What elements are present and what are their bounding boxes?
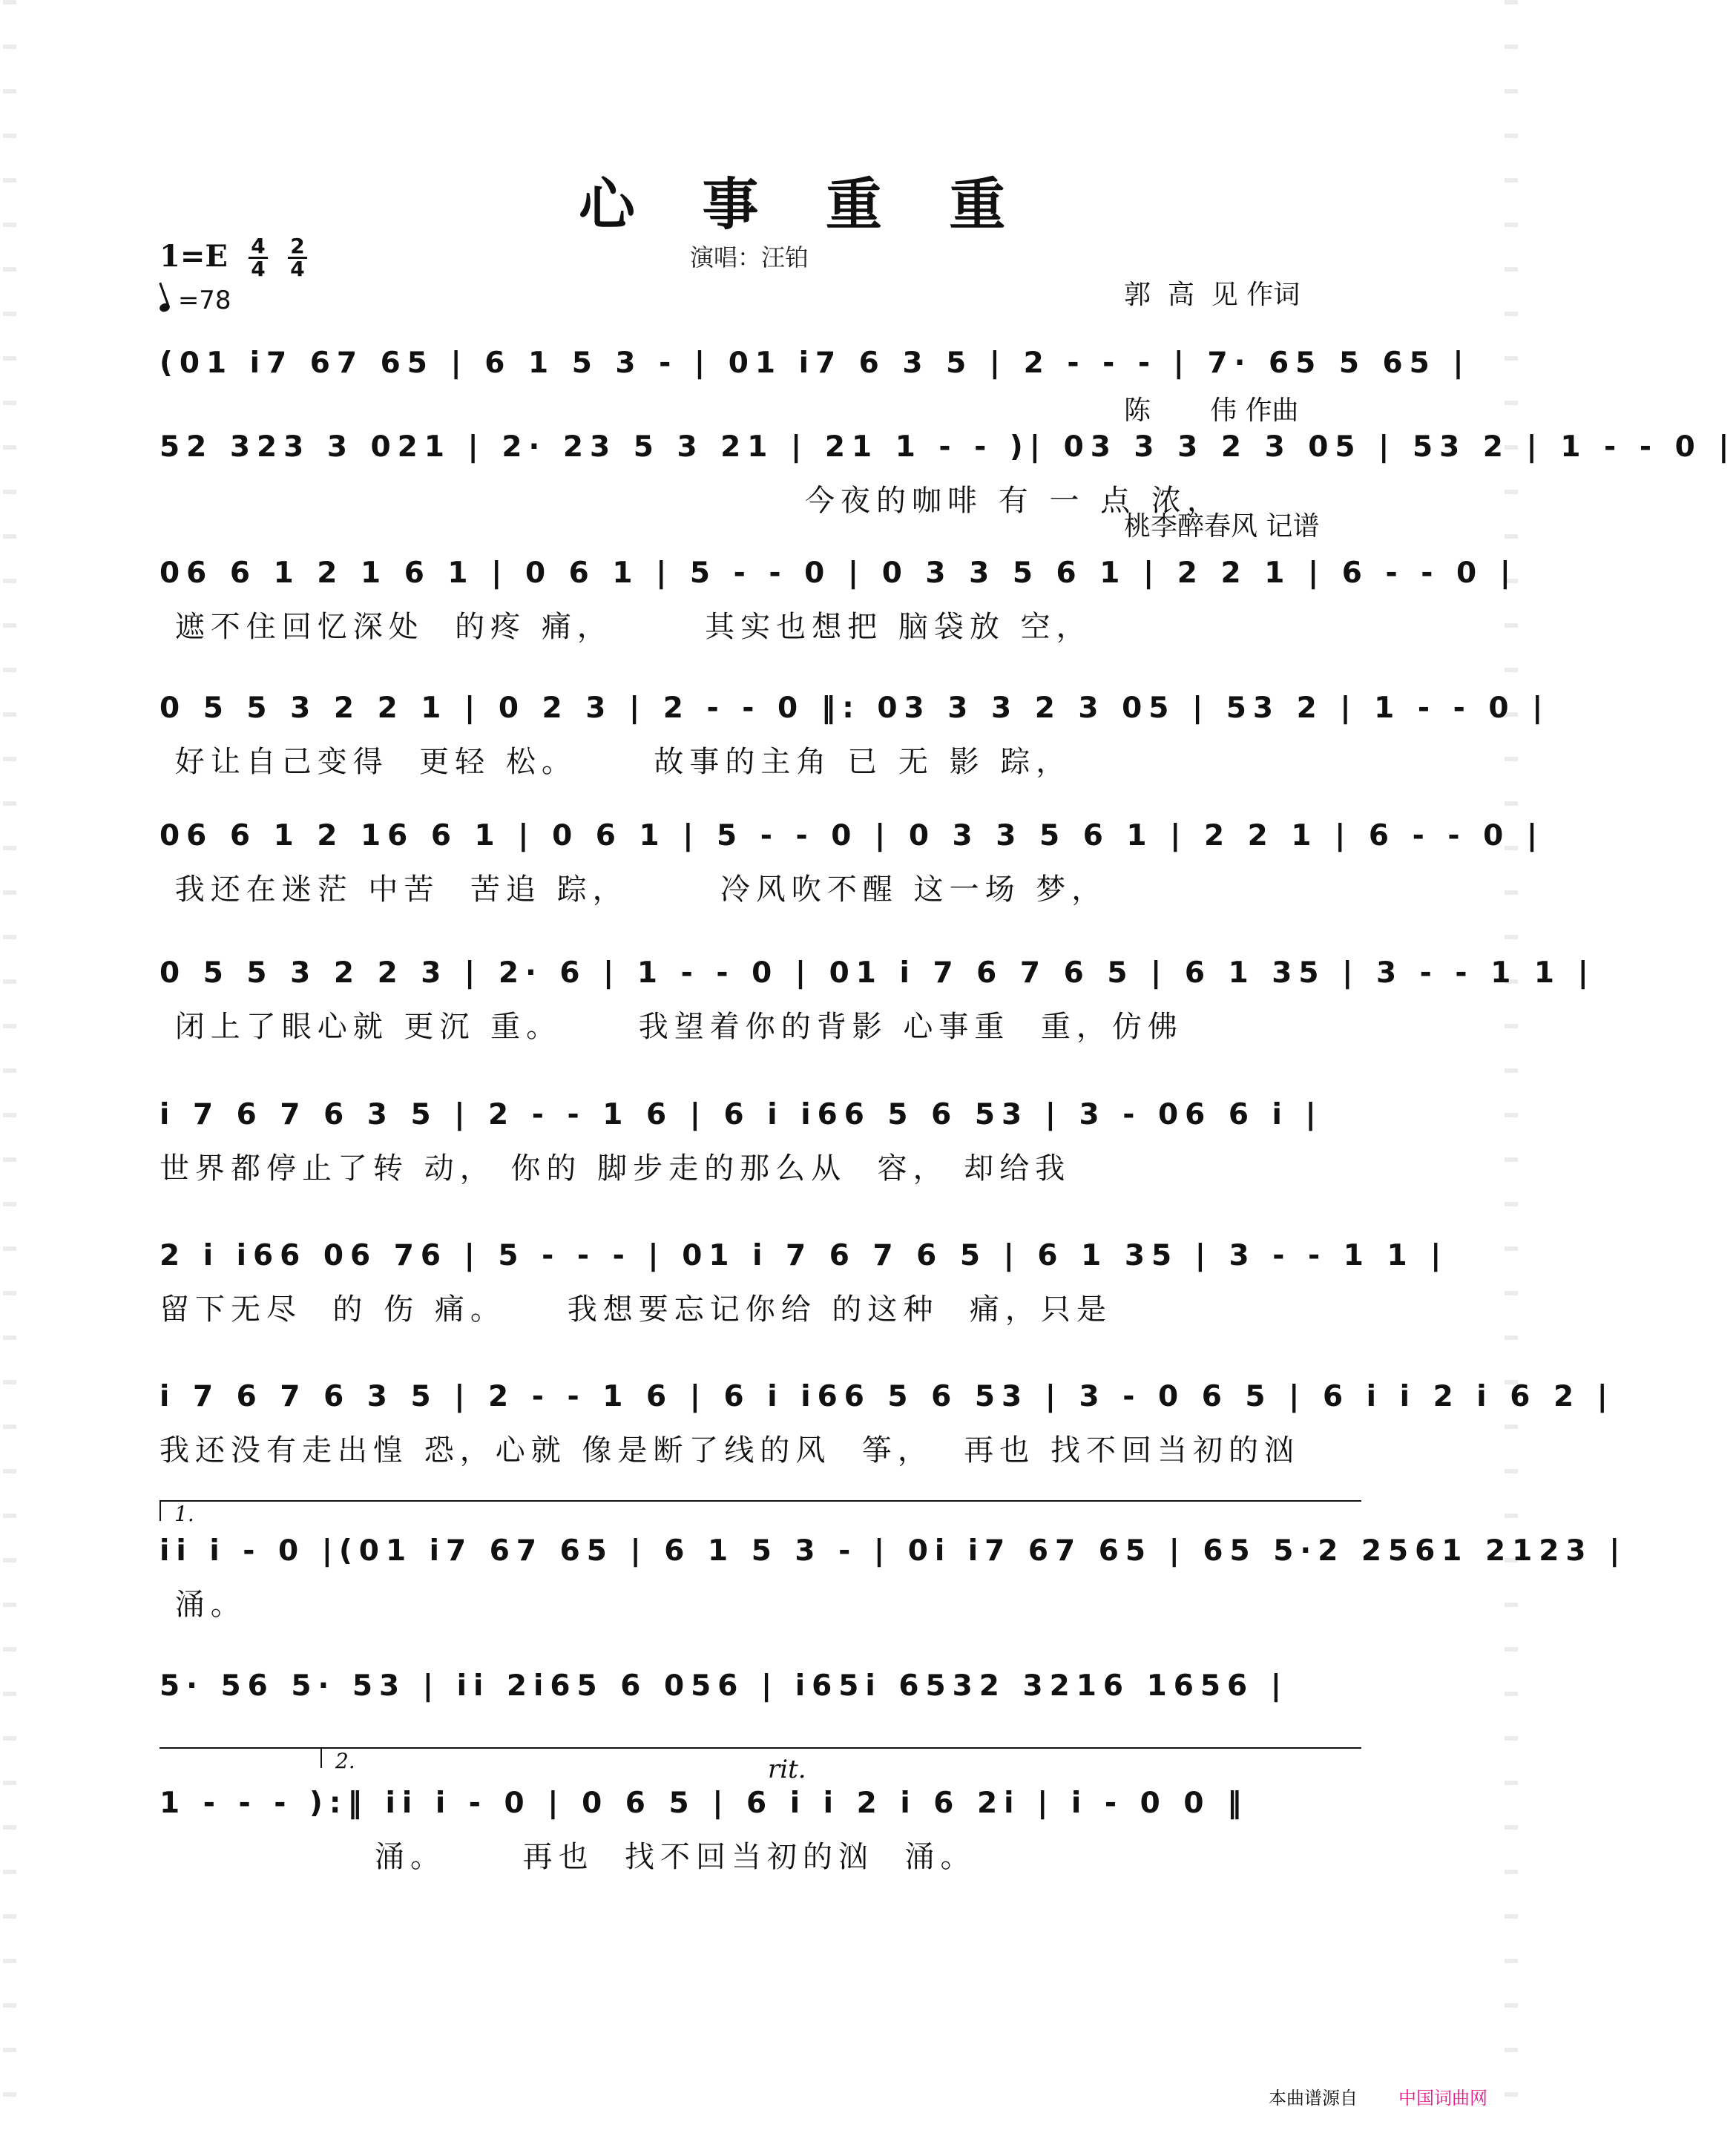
notation-line: 06 6 1 2 1 6 1 | 0 6 1 | 5 - - 0 | 0 3 3 5 6 1 | 2 2 1 | 6 - - 0 | (160, 556, 1517, 590)
tempo-marking (160, 286, 231, 315)
notation-line: i 7 6 7 6 3 5 | 2 - - 1 6 | 6 i i66 5 6 53 | 3 - 06 6 i | (160, 1098, 1323, 1131)
second-ending-label: 2. (335, 1749, 355, 1773)
notation-line: i 7 6 7 6 3 5 | 2 - - 1 6 | 6 i i66 5 6 53 | 3 - 0 6 5 | 6 i i 2 i 6 2 | (160, 1380, 1614, 1413)
first-ending-label: 1. (174, 1502, 194, 1526)
notation-line: 06 6 1 2 16 6 1 | 0 6 1 | 5 - - 0 | 0 3 3 5 6 1 | 2 2 1 | 6 - - 0 | (160, 819, 1545, 852)
singer-credit: 演唱：汪铂 (690, 243, 809, 272)
volta-bracket-2-tick (320, 1747, 322, 1768)
composer-credit: 陈 伟 作曲 (1124, 395, 1299, 426)
lyrics-line: 留下无尽 的 伤 痛。 我想要忘记你给 的这种 痛，只是 (160, 1292, 1112, 1327)
right-watermark-strip (1505, 0, 1518, 2136)
notation-line: 52 323 3 021 | 2· 23 5 3 21 | 21 1 - - )| 03 3 3 2 3 05 | 53 2 | 1 - - 0 | (160, 430, 1736, 464)
notation-line: 1 - - - ):‖ ii i - 0 | 0 6 5 | 6 i i 2 i 6 2i | i - 0 0 ‖ (160, 1787, 1249, 1820)
notation-line: ii i - 0 |(01 i7 67 65 | 6 1 5 3 - | 0i i7 67 65 | 65 5·2 2561 2123 | (160, 1534, 1627, 1568)
lyrics-line: 闭上了眼心就 更沉 重。 我望着你的背影 心事重 重，仿佛 (160, 1010, 1183, 1044)
lyrics-line: 世界都停止了转 动， 你的 脚步走的那么从 容， 却给我 (160, 1151, 1071, 1186)
credits-block (1124, 199, 1319, 585)
transcriber-credit: 桃李醉春风 记谱 (1124, 511, 1320, 542)
time-signature-4-4: 4 4 (249, 236, 268, 280)
ritardando-marking: rit. (768, 1755, 806, 1784)
notation-line: (01 i7 67 65 | 6 1 5 3 - | 01 i7 6 3 5 | 2 - - - | 7· 65 5 65 | (160, 346, 1470, 380)
key-signature: 1=E (160, 239, 228, 274)
notation-line: 5· 56 5· 53 | ii 2i65 6 056 | i65i 6532 3216 1656 | (160, 1669, 1288, 1703)
lyrics-line: 好让自己变得 更轻 松。 故事的主角 已 无 影 踪， (160, 745, 1072, 779)
volta-bracket-1 (160, 1500, 1361, 1502)
notation-line: 0 5 5 3 2 2 3 | 2· 6 | 1 - - 0 | 01 i 7 6 7 6 5 | 6 1 35 | 3 - - 1 1 | (160, 956, 1595, 990)
volta-bracket-1-tick (160, 1500, 161, 1521)
lyrics-line: 遮不住回忆深处 的疼 痛， 其实也想把 脑袋放 空， (160, 610, 1092, 644)
quarter-note-icon (159, 302, 171, 313)
notation-line: 2 i i66 06 76 | 5 - - - | 01 i 7 6 7 6 5 | 6 1 35 | 3 - - 1 1 | (160, 1239, 1448, 1272)
footer-source-text: 本曲谱源自 (1269, 2088, 1358, 2109)
time-signature-2-4: 2 4 (288, 236, 307, 280)
left-watermark-strip (3, 0, 16, 2136)
lyrics-line: 涌。 再也 找不回当初的汹 涌。 (160, 1840, 976, 1874)
song-title: 心 事 重 重 (579, 171, 1030, 237)
lyrics-line: 我还在迷茫 中苦 苦追 踪， 冷风吹不醒 这一场 梦， (160, 873, 1108, 907)
lyrics-line: 我还没有走出惶 恐，心就 像是断了线的风 筝， 再也 找不回当初的汹 (160, 1433, 1301, 1468)
lyricist-credit: 郭 高 见 作词 (1124, 280, 1301, 310)
footer-site-link[interactable]: 中国词曲网 (1398, 2088, 1487, 2109)
lyrics-line: 今夜的咖啡 有 一 点 浓， (160, 484, 1223, 518)
tempo-value: =78 (177, 286, 231, 315)
lyrics-line: 涌。 (160, 1588, 246, 1622)
notation-line: 0 5 5 3 2 2 1 | 0 2 3 | 2 - - 0 ‖: 03 3 3 2 3 05 | 53 2 | 1 - - 0 | (160, 691, 1550, 725)
